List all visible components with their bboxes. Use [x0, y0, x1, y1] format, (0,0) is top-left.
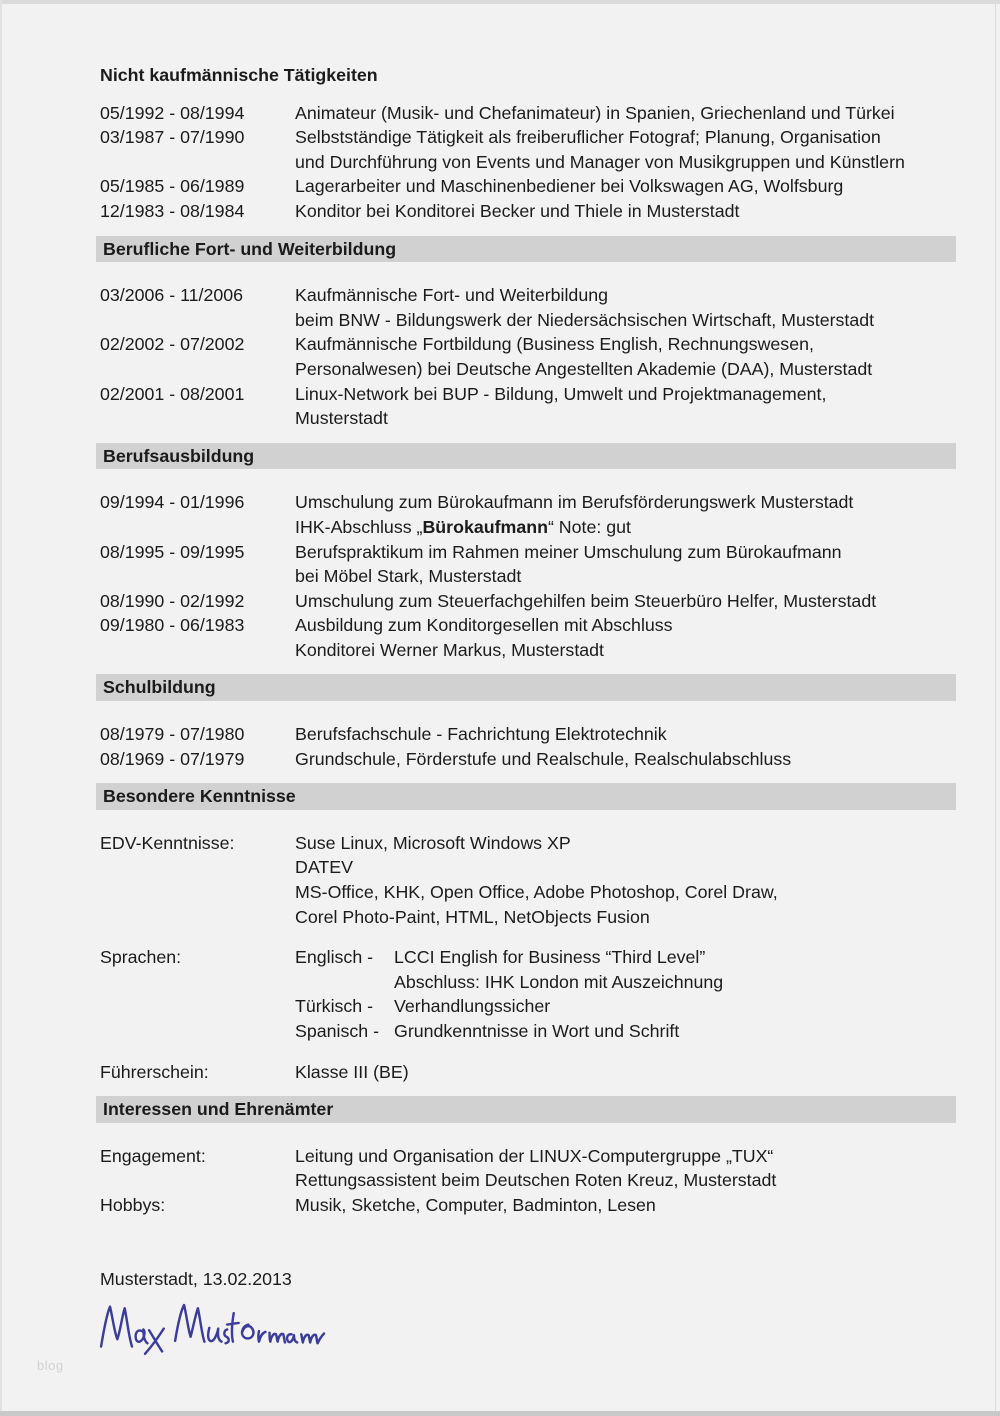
resume-row: [100, 1060, 956, 1085]
row-text: [295, 125, 956, 174]
section-title: Berufsausbildung: [96, 443, 956, 470]
resume-row: [100, 747, 956, 772]
signature-stroke: [145, 1329, 164, 1354]
signature-stroke: [208, 1328, 221, 1342]
text-line: Linux-Network bei BUP - Bildung, Umwelt und Projektmanagement,: [295, 383, 827, 404]
resume-section: [100, 1096, 956, 1217]
row-text: [295, 382, 956, 431]
signature: [97, 1296, 333, 1358]
row-label: 09/1994 - 01/1996: [100, 492, 245, 513]
text-line: beim BNW - Bildungswerk der Niedersächsischen Wirtschaft, Musterstadt: [295, 309, 875, 330]
text-line: Musik, Sketche, Computer, Badminton, Lesen: [295, 1194, 656, 1215]
resume-row: [100, 283, 956, 332]
row-label: Hobbys:: [100, 1194, 166, 1215]
location-date-line: Musterstadt, 13.02.2013: [100, 1268, 292, 1289]
language-text: Verhandlungssicher: [394, 996, 551, 1017]
resume-body: [100, 63, 956, 1218]
language-label: Türkisch -: [295, 996, 374, 1017]
text-line: [295, 994, 956, 1019]
row-label: 02/2001 - 08/2001: [100, 383, 245, 404]
language-text: LCCI English for Business “Third Level”: [394, 947, 706, 968]
bold-text: Bürokaufmann: [422, 516, 548, 537]
row-label: 03/2006 - 11/2006: [100, 285, 244, 306]
row-text: [295, 101, 956, 126]
text-line: Personalwesen) bei Deutsche Angestellten Akademie (DAA), Musterstadt: [295, 358, 873, 379]
text-line: Berufspraktikum im Rahmen meiner Umschulung zum Bürokaufmann: [295, 541, 842, 562]
row-text: [295, 283, 956, 332]
row-label: 03/1987 - 07/1990: [100, 127, 245, 148]
row-text: [295, 332, 956, 381]
row-label: 08/1969 - 07/1979: [100, 748, 245, 769]
resume-row: [100, 382, 956, 431]
row-text: [295, 831, 956, 929]
text-line: [295, 970, 956, 995]
page-frame-top: [0, 0, 1000, 4]
text-line: Musterstadt: [295, 408, 388, 429]
text-line: [295, 945, 956, 970]
section-title: Berufliche Fort- und Weiterbildung: [96, 236, 956, 263]
text-line: Umschulung zum Bürokaufmann im Berufsförderungswerk Musterstadt: [295, 492, 854, 513]
row-label: 05/1992 - 08/1994: [100, 102, 245, 123]
text-line: bei Möbel Stark, Musterstadt: [295, 566, 522, 587]
resume-row: [100, 589, 956, 614]
text-line: und Durchführung von Events und Manager von Musikgruppen und Künstlern: [295, 151, 905, 172]
text-line: Kaufmännische Fortbildung (Business English, Rechnungswesen,: [295, 334, 814, 355]
row-label: 08/1995 - 09/1995: [100, 541, 245, 562]
resume-row: [100, 1193, 956, 1218]
page-frame-right: [995, 0, 996, 1416]
text-line: IHK-Abschluss „Bürokaufmann“ Note: gut: [295, 516, 631, 537]
text-line: Grundschule, Förderstufe und Realschule, Realschulabschluss: [295, 748, 792, 769]
text-line: Konditor bei Konditorei Becker und Thiele in Musterstadt: [295, 200, 740, 221]
resume-row: [100, 722, 956, 747]
row-text: [295, 1193, 956, 1218]
row-text: [295, 945, 956, 1043]
text-line: Selbstständige Tätigkeit als freiberuflicher Fotograf; Planung, Organisation: [295, 127, 881, 148]
text-line: Klasse III (BE): [295, 1061, 409, 1082]
row-text: [295, 174, 956, 199]
signature-stroke: [224, 1330, 228, 1344]
row-label: 08/1990 - 02/1992: [100, 590, 245, 611]
text-line: Kaufmännische Fort- und Weiterbildung: [295, 285, 608, 306]
resume-section: [100, 236, 956, 431]
resume-section: [100, 674, 956, 771]
text-line: Lagerarbeiter und Maschinenbediener bei Volkswagen AG, Wolfsburg: [295, 176, 844, 197]
language-label: Spanisch -: [295, 1021, 380, 1041]
row-text: [295, 1144, 956, 1193]
resume-row: [100, 945, 956, 1043]
resume-row: [100, 332, 956, 381]
text-line: Konditorei Werner Markus, Musterstadt: [295, 639, 604, 660]
language-label: Englisch -: [295, 947, 374, 968]
row-text: [295, 613, 956, 662]
text-line: MS-Office, KHK, Open Office, Adobe Photoshop, Corel Draw,: [295, 882, 778, 903]
resume-section: [100, 443, 956, 663]
row-text: [295, 747, 956, 772]
text-line: DATEV: [295, 857, 353, 878]
row-label: 12/1983 - 08/1984: [100, 200, 245, 221]
watermark: blog: [37, 1358, 64, 1373]
resume-row: [100, 199, 956, 224]
resume-row: [100, 1144, 956, 1193]
signature-stroke: [242, 1325, 253, 1339]
row-label: Engagement:: [100, 1145, 206, 1166]
row-text: [295, 589, 956, 614]
row-label: Führerschein:: [100, 1061, 209, 1082]
row-label: 05/1985 - 06/1989: [100, 176, 245, 197]
page-frame-bottom: [0, 1411, 1000, 1416]
row-text: [295, 1060, 956, 1085]
text-line: Rettungsassistent beim Deutschen Roten Kreuz, Musterstadt: [295, 1170, 777, 1191]
row-text: [295, 199, 956, 224]
resume-row: [100, 174, 956, 199]
text-line: Berufsfachschule - Fachrichtung Elektrotechnik: [295, 724, 667, 745]
text-line: [295, 1019, 956, 1044]
section-title: Schulbildung: [96, 674, 956, 701]
text-line: Umschulung zum Steuerfachgehilfen beim Steuerbüro Helfer, Musterstadt: [295, 590, 877, 611]
resume-row: [100, 613, 956, 662]
signature-stroke: [301, 1334, 324, 1344]
row-text: [295, 490, 956, 539]
row-label: 09/1980 - 06/1983: [100, 615, 245, 636]
resume-row: [100, 101, 956, 126]
row-label: EDV-Kenntnisse:: [100, 832, 235, 853]
language-text: Grundkenntnisse in Wort und Schrift: [394, 1021, 680, 1041]
resume-row: [100, 490, 956, 539]
page-frame-left: [0, 0, 2, 1416]
text-line: Corel Photo-Paint, HTML, NetObjects Fusion: [295, 906, 650, 927]
text-line: Leitung und Organisation der LINUX-Computergruppe „TUX“: [295, 1145, 774, 1166]
resume-row: [100, 125, 956, 174]
text-line: Animateur (Musik- und Chefanimateur) in Spanien, Griechenland und Türkei: [295, 102, 895, 123]
signature-stroke: [258, 1331, 265, 1342]
resume-page: [100, 63, 956, 1358]
resume-section: [100, 783, 956, 1084]
section-title: Interessen und Ehrenämter: [96, 1096, 956, 1123]
row-label: 02/2002 - 07/2002: [100, 334, 245, 355]
row-text: [295, 540, 956, 589]
row-text: [295, 722, 956, 747]
row-label: Sprachen:: [100, 947, 182, 968]
resume-section: [100, 63, 956, 224]
signature-stroke: [101, 1307, 132, 1347]
row-label: 08/1979 - 07/1980: [100, 724, 245, 745]
signature-stroke: [270, 1333, 285, 1343]
signature-stroke: [175, 1305, 204, 1342]
signature-stroke: [136, 1330, 148, 1344]
section-title: Besondere Kenntnisse: [96, 783, 956, 810]
resume-row: [100, 831, 956, 929]
text-line: Suse Linux, Microsoft Windows XP: [295, 832, 571, 853]
section-title: Nicht kaufmännische Tätigkeiten: [100, 65, 378, 85]
resume-row: [100, 540, 956, 589]
language-text: Abschluss: IHK London mit Auszeichnung: [394, 971, 724, 992]
signature-stroke: [287, 1334, 297, 1342]
text-line: Ausbildung zum Konditorgesellen mit Abschluss: [295, 615, 673, 636]
